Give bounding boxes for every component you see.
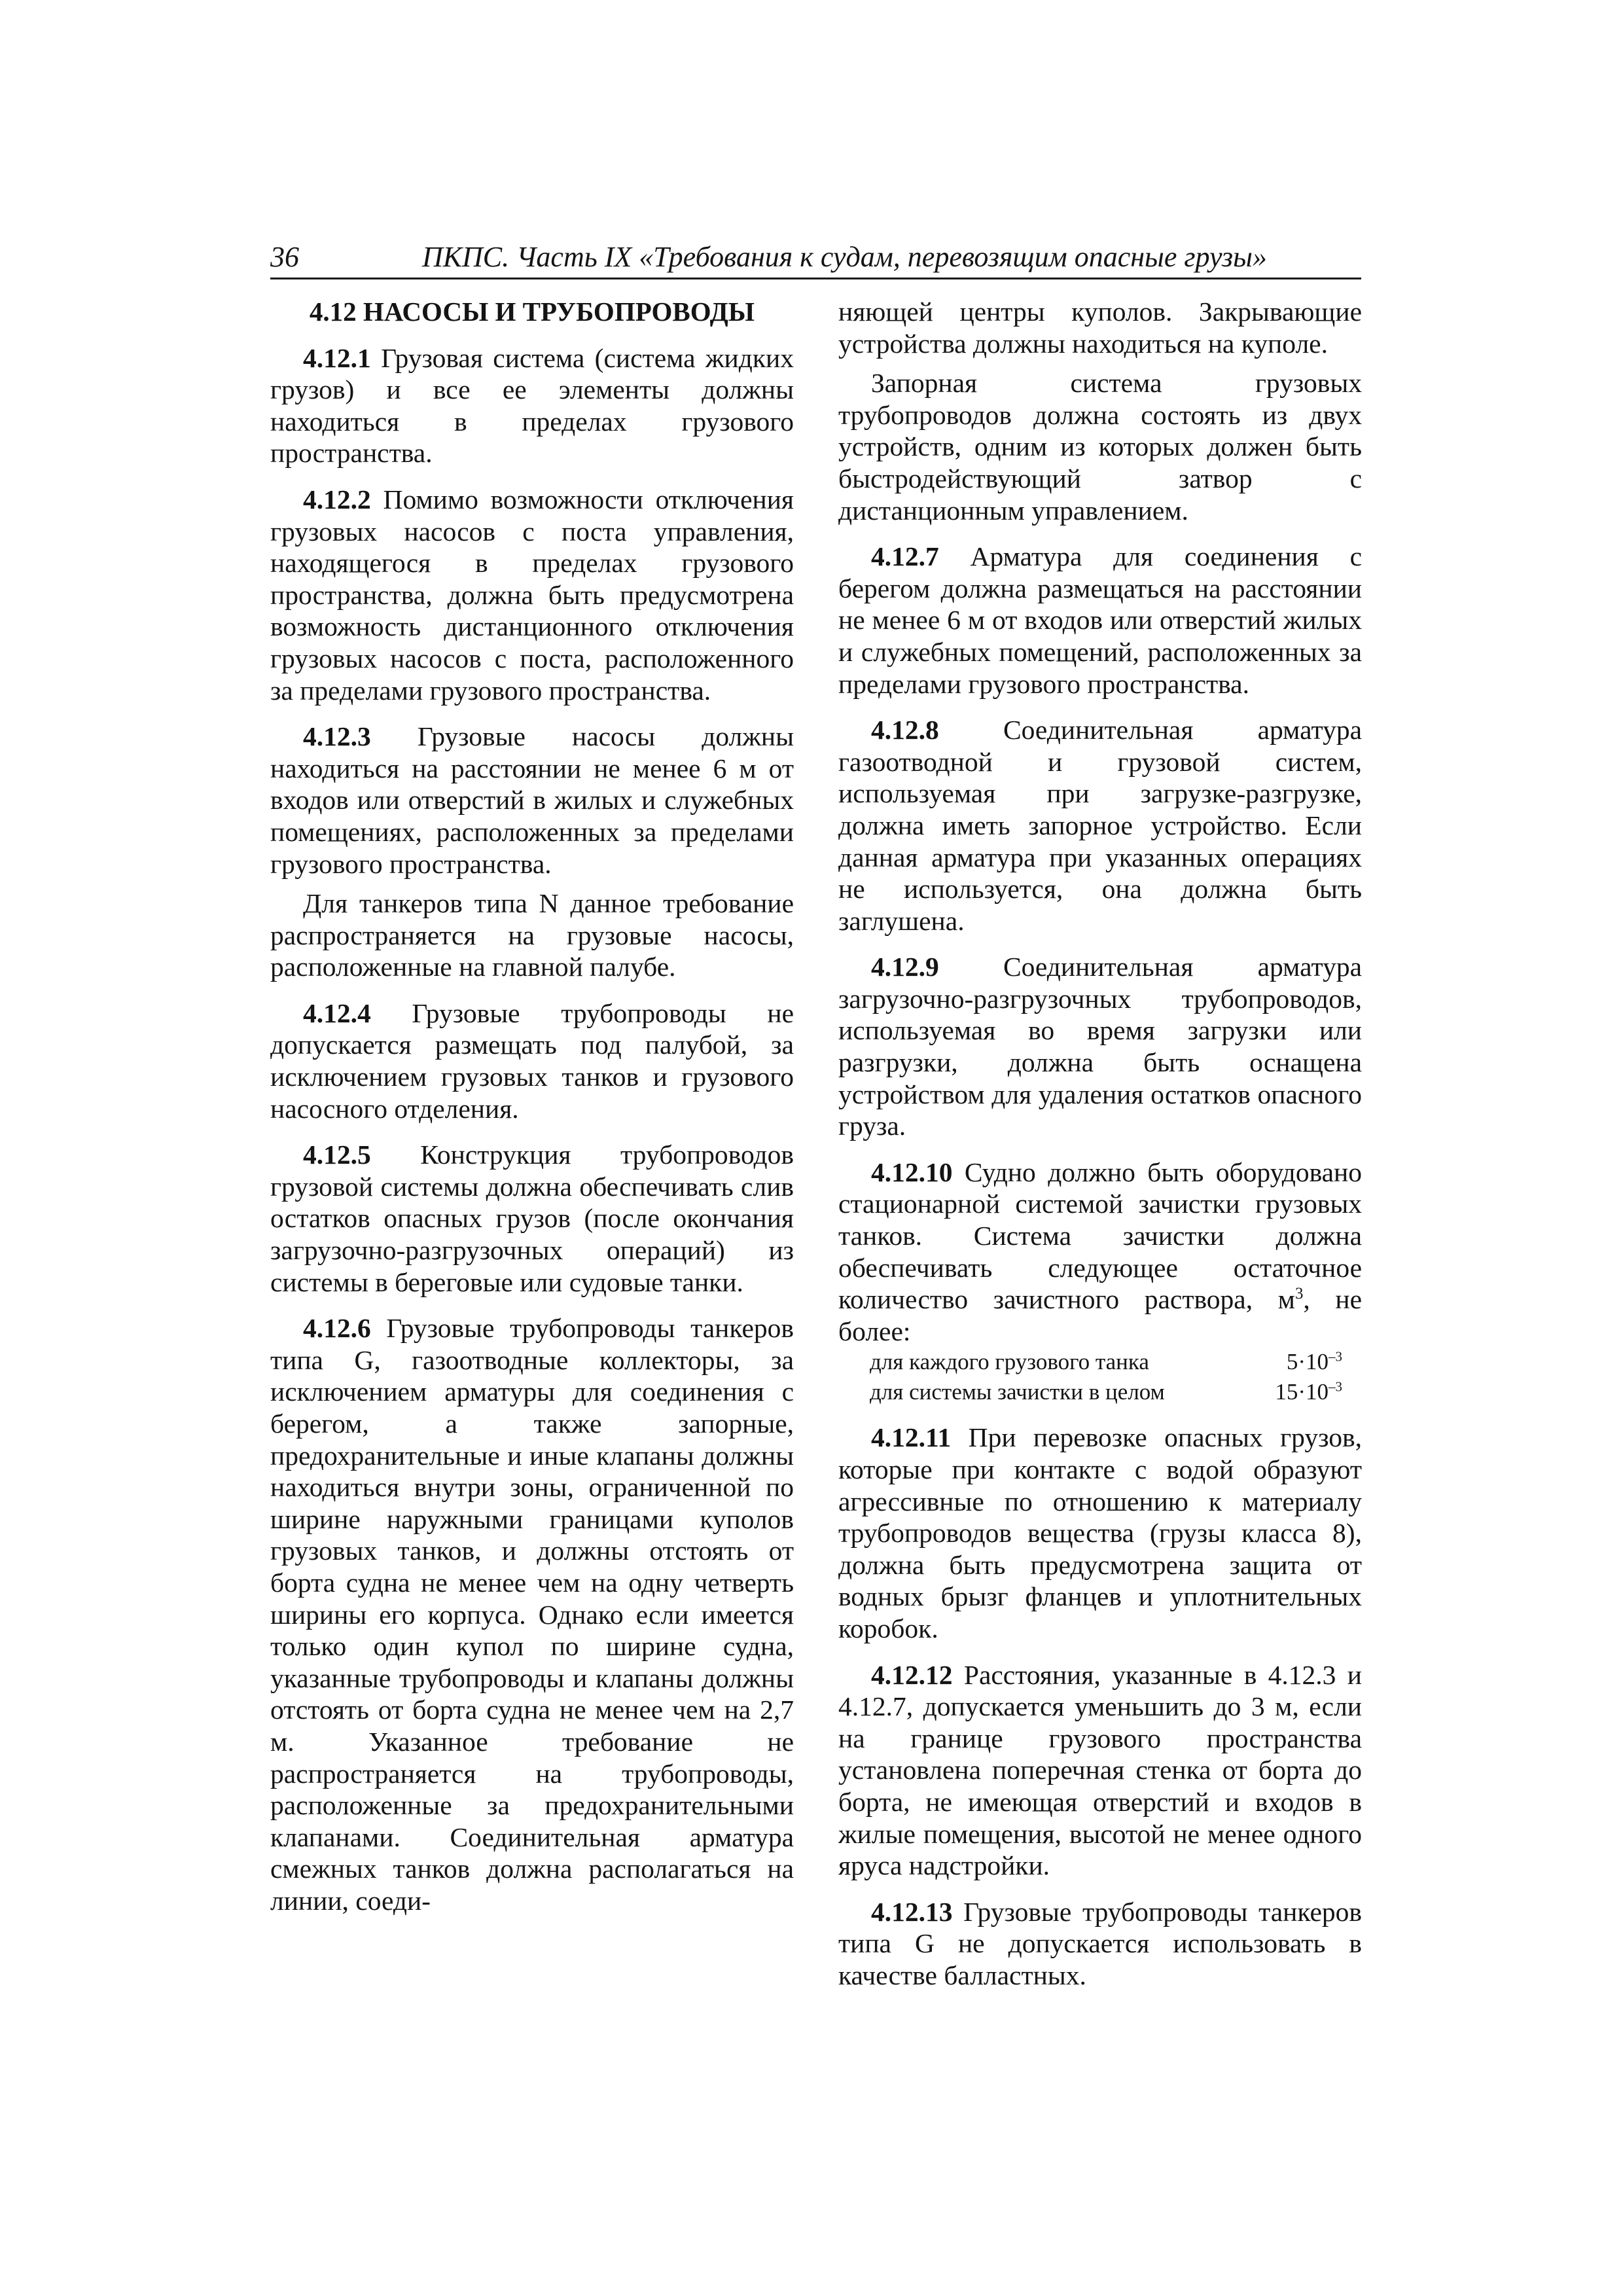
limit-value: 15·10 bbox=[1275, 1379, 1329, 1405]
paragraph-text: Помимо возможности отключения грузовых насосов с поста управления, находящегося в пределах грузового пространства, должна быть предусмотрена возможность дистанционного отключения грузовых насосов с поста, расположенного за пределами грузового пространства. bbox=[270, 484, 794, 706]
paragraph-text: Арматура для соединения с берегом должна размещаться на расстоянии не менее 6 м от входов или отверстий жилых и служебных помещений, расположенных за пределами грузового пространства. bbox=[838, 541, 1363, 699]
paragraph-text: Конструкция трубопроводов грузовой системы должна обеспечивать слив остатков опасных грузов (после окончания загрузочно-разгрузочных операций) из системы в береговые или судовые танки. bbox=[270, 1139, 794, 1297]
running-title: ПКПС. Часть IX «Требования к судам, перевозящим опасные грузы» bbox=[422, 241, 1267, 273]
paragraph-text: Грузовые трубопроводы танкеров типа G, газоотводные коллекторы, за исключением арматуры для соединения с берегом, а также запорные, предохранительные и иные клапаны должны находиться внутри зоны, ограниченной по ширине наружными границами куполов грузовых танков, и должны отстоять от борта судна не менее чем на одну четверть ширины его корпуса. Однако если имеется только один купол по ширине судна, указанные трубопроводы и клапаны должны отстоять от борта судна не менее чем на 2,7 м. Указанное требование не распространяется на трубопроводы, расположенные за предохранительными клапанами. Соединительная арматура смежных танков должна располагаться на линии, соеди- bbox=[270, 1313, 794, 1916]
paragraph-text: Грузовые трубопроводы танкеров типа G не допускается использовать в качестве балластных. bbox=[838, 1896, 1362, 1990]
clause-number: 4.12.13 bbox=[871, 1896, 953, 1927]
limit-exponent: –3 bbox=[1329, 1348, 1342, 1365]
paragraph-text: Судно должно быть оборудовано стационарной системой зачистки грузовых танков. Система зачистки должна обеспечивать следующее остаточное количество зачистного раствора, м bbox=[838, 1157, 1362, 1315]
paragraph-text: Для танкеров типа N данное требование распространяется на грузовые насосы, расположенные на главной палубе. bbox=[270, 888, 794, 982]
paragraph-4-12-9 bbox=[838, 951, 1362, 1142]
paragraph-4-12-4 bbox=[270, 997, 794, 1124]
clause-number: 4.12.12 bbox=[871, 1659, 953, 1690]
right-column bbox=[838, 296, 1362, 2006]
paragraph-text: няющей центры куполов. Закрывающие устройства должны находиться на куполе. bbox=[838, 296, 1362, 359]
clause-number: 4.12.5 bbox=[303, 1139, 371, 1170]
paragraph-text: Грузовые трубопроводы не допускается размещать под палубой, за исключением грузовых танков и грузового насосного отделения. bbox=[270, 997, 794, 1124]
paragraph-4-12-10 bbox=[838, 1157, 1362, 1348]
limit-value-cell bbox=[1252, 1377, 1362, 1407]
left-column bbox=[270, 296, 794, 1931]
paragraph-4-12-6 bbox=[270, 1312, 794, 1916]
paragraph-text: Соединительная арматура загрузочно-разгрузочных трубопроводов, используемая во время загрузки или разгрузки, должна быть оснащена устройством для удаления остатков опасного груза. bbox=[838, 952, 1362, 1141]
table-row bbox=[838, 1347, 1362, 1377]
limit-label: для системы зачистки в целом bbox=[870, 1379, 1165, 1405]
paragraph-4-12-3 bbox=[270, 721, 794, 880]
paragraph-text: Запорная система грузовых трубопроводов должна состоять из двух устройств, одним из которых должен быть быстродействующий затвор с дистанционным управлением. bbox=[838, 368, 1362, 526]
paragraph-4-12-8 bbox=[838, 714, 1362, 937]
clause-number: 4.12.8 bbox=[871, 715, 939, 745]
page-header bbox=[270, 237, 1361, 279]
paragraph-4-12-12 bbox=[838, 1659, 1362, 1882]
clause-number: 4.12.4 bbox=[303, 997, 371, 1028]
paragraph-continuation bbox=[838, 296, 1362, 359]
clause-number: 4.12.3 bbox=[303, 721, 371, 752]
unit-exponent: 3 bbox=[1294, 1285, 1304, 1303]
table-row bbox=[838, 1377, 1362, 1407]
clause-number: 4.12.6 bbox=[303, 1313, 371, 1344]
limit-value: 5·10 bbox=[1286, 1349, 1329, 1375]
section-title: 4.12 НАСОСЫ И ТРУБОПРОВОДЫ bbox=[309, 296, 755, 327]
clause-number: 4.12.2 bbox=[303, 484, 371, 514]
paragraph-text: Грузовая система (система жидких грузов) и все ее элементы должны находиться в пределах грузового пространства. bbox=[270, 342, 794, 469]
paragraph-4-12-5 bbox=[270, 1139, 794, 1298]
paragraph-text: При перевозке опасных грузов, которые при контакте с водой образуют агрессивные по отношению к материалу трубопроводов вещества (грузы класса 8), должна быть предусмотрена защита от водных брызг фланцев и уплотнительных коробок. bbox=[838, 1422, 1362, 1643]
paragraph-tanker-type-n bbox=[270, 888, 794, 983]
clause-number: 4.12.10 bbox=[871, 1157, 953, 1187]
page-number: 36 bbox=[270, 241, 299, 273]
paragraph-4-12-7 bbox=[838, 541, 1362, 700]
clause-number: 4.12.11 bbox=[871, 1422, 952, 1453]
residue-limits-table bbox=[838, 1347, 1362, 1407]
paragraph-4-12-11 bbox=[838, 1422, 1362, 1644]
limit-value-cell bbox=[1252, 1347, 1362, 1377]
clause-number: 4.12.7 bbox=[871, 541, 939, 572]
paragraph-text-end: , не более: bbox=[838, 1284, 1362, 1346]
paragraph-text: Соединительная арматура газоотводной и грузовой систем, используемая при загрузке-разгрузке, должна иметь запорное устройство. Если данная арматура при указанных операциях не используется, она должна быть заглушена. bbox=[838, 715, 1362, 936]
paragraph-4-12-13 bbox=[838, 1896, 1362, 1992]
limit-exponent: –3 bbox=[1329, 1378, 1342, 1395]
paragraph-text: Расстояния, указанные в 4.12.3 и 4.12.7, допускается уменьшить до 3 м, если на границе грузового пространства установлена поперечная стенка от борта до борта, не имеющая отверстий и входов в жилые помещения, высотой не менее одного яруса надстройки. bbox=[838, 1659, 1362, 1881]
paragraph-text: Грузовые насосы должны находиться на расстоянии не менее 6 м от входов или отверстий в жилых и служебных помещениях, расположенных за пределами грузового пространства. bbox=[270, 721, 794, 879]
paragraph-shutoff-system bbox=[838, 367, 1362, 526]
clause-number: 4.12.9 bbox=[871, 952, 939, 982]
clause-number: 4.12.1 bbox=[303, 342, 371, 373]
limit-label: для каждого грузового танка bbox=[870, 1349, 1149, 1375]
paragraph-4-12-1 bbox=[270, 342, 794, 469]
paragraph-4-12-2 bbox=[270, 484, 794, 706]
